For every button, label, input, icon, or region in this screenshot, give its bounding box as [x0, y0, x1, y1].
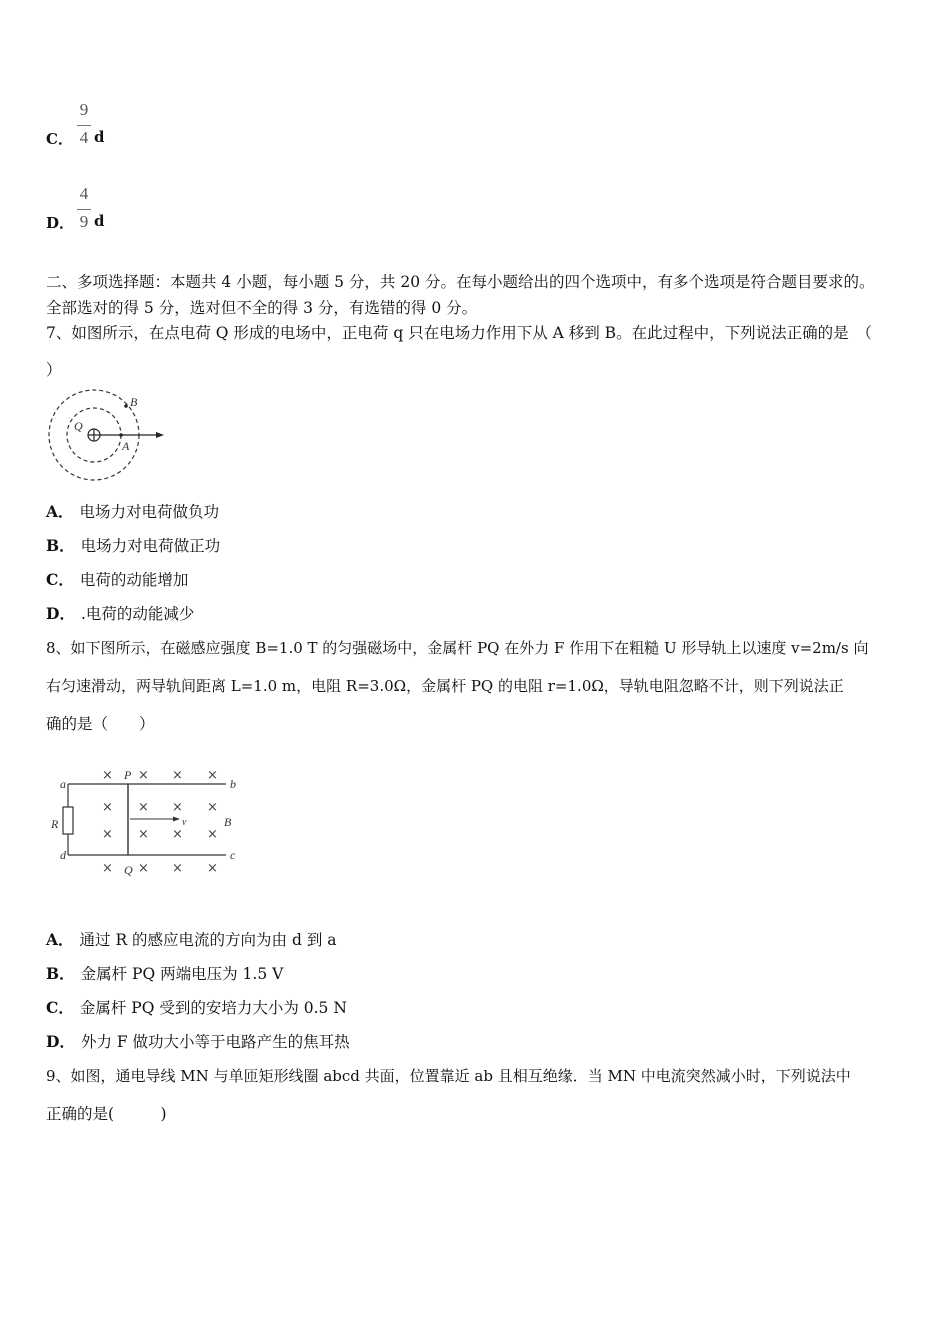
- resistor-r: [63, 807, 73, 834]
- q6-option-c-label: C．: [46, 130, 73, 148]
- svg-text:×: ×: [172, 827, 183, 842]
- q7-figure-point-charge-field: [44, 388, 174, 483]
- velocity-arrow: [173, 817, 180, 822]
- q8-stem-line1: 8、如下图所示，在磁感应强度 B=1.0 T 的匀强磁场中，金属杆 PQ 在外力 F 作用下在粗糙 U 形导轨上以速度 v=2m/s 向: [46, 639, 869, 657]
- label-c: c: [230, 848, 236, 862]
- svg-text:×: ×: [102, 827, 113, 842]
- section2-instructions-line1: 二、多项选择题：本题共 4 小题，每小题 5 分，共 20 分。在每小题给出的四个选项中，有多个选项是符合题目要求的。: [46, 273, 875, 291]
- q8-stem-line3: 确的是（ ）: [46, 715, 155, 733]
- svg-text:×: ×: [102, 800, 113, 815]
- q6-option-c-numerator: 9: [79, 100, 89, 119]
- q6-option-d-numerator: 4: [79, 184, 89, 203]
- svg-text:×: ×: [207, 861, 218, 876]
- q6-option-d-label: D．: [46, 214, 75, 232]
- label-b: b: [230, 777, 236, 791]
- svg-text:×: ×: [172, 768, 183, 783]
- point-b-dot: [124, 404, 128, 408]
- label-b-field: B: [224, 815, 232, 829]
- label-d: d: [60, 848, 66, 862]
- q7-stem-end: ）: [46, 361, 62, 379]
- fraction-bar: [77, 125, 91, 126]
- svg-text:×: ×: [138, 800, 149, 815]
- q9-stem-line1: 9、如图，通电导线 MN 与单匝矩形线圈 abcd 共面，位置靠近 ab 且相互绝缘．当 MN 中电流突然减小时，下列说法中: [46, 1067, 851, 1085]
- q8-stem-line2: 右匀速滑动，两导轨间距离 L=1.0 m，电阻 R=3.0Ω，金属杆 PQ 的电阻 r=1.0Ω，导轨电阻忽略不计，则下列说法正: [46, 677, 844, 695]
- svg-text:×: ×: [102, 768, 113, 783]
- label-q: Q: [74, 419, 83, 433]
- section2-instructions-line2: 全部选对的得 5 分，选对但不全的得 3 分，有选错的得 0 分。: [46, 299, 478, 317]
- svg-text:×: ×: [138, 768, 149, 783]
- svg-text:×: ×: [172, 800, 183, 815]
- svg-text:×: ×: [138, 827, 149, 842]
- q6-option-c-denominator: 4: [79, 128, 89, 147]
- q8-option-a: A． 通过 R 的感应电流的方向为由 d 到 a: [46, 930, 337, 949]
- label-q: Q: [124, 863, 133, 877]
- q6-option-d-unit: d: [94, 212, 105, 230]
- q7-stem: 7、如图所示，在点电荷 Q 形成的电场中，正电荷 q 只在电场力作用下从 A 移到 B。在此过程中，下列说法正确的是 （: [46, 324, 872, 342]
- label-a: a: [60, 777, 66, 791]
- label-a: A: [122, 439, 130, 453]
- q6-option-c-unit: d: [94, 128, 105, 146]
- q8-option-b: B． 金属杆 PQ 两端电压为 1.5 V: [46, 964, 284, 983]
- svg-text:×: ×: [138, 861, 149, 876]
- q9-stem-line2: 正确的是( ): [46, 1105, 167, 1123]
- q8-option-c: C． 金属杆 PQ 受到的安培力大小为 0.5 N: [46, 998, 347, 1017]
- label-r: R: [51, 817, 59, 831]
- svg-text:×: ×: [172, 861, 183, 876]
- label-b: B: [130, 395, 138, 409]
- q8-figure-rail-circuit: [46, 762, 246, 882]
- label-p: P: [124, 768, 132, 782]
- svg-text:×: ×: [102, 861, 113, 876]
- q7-option-c: C． 电荷的动能增加: [46, 570, 189, 589]
- q7-option-a: A． 电场力对电荷做负功: [46, 502, 220, 521]
- q7-option-d: D． .电荷的动能减少: [46, 604, 195, 623]
- svg-text:×: ×: [207, 827, 218, 842]
- svg-text:×: ×: [207, 768, 218, 783]
- q6-option-d-denominator: 9: [79, 212, 89, 231]
- svg-text:×: ×: [207, 800, 218, 815]
- fraction-bar: [77, 209, 91, 210]
- q7-option-b: B． 电场力对电荷做正功: [46, 536, 221, 555]
- point-a-dot: [119, 433, 123, 437]
- label-v: v: [182, 817, 187, 828]
- q8-option-d: D． 外力 F 做功大小等于电路产生的焦耳热: [46, 1032, 350, 1051]
